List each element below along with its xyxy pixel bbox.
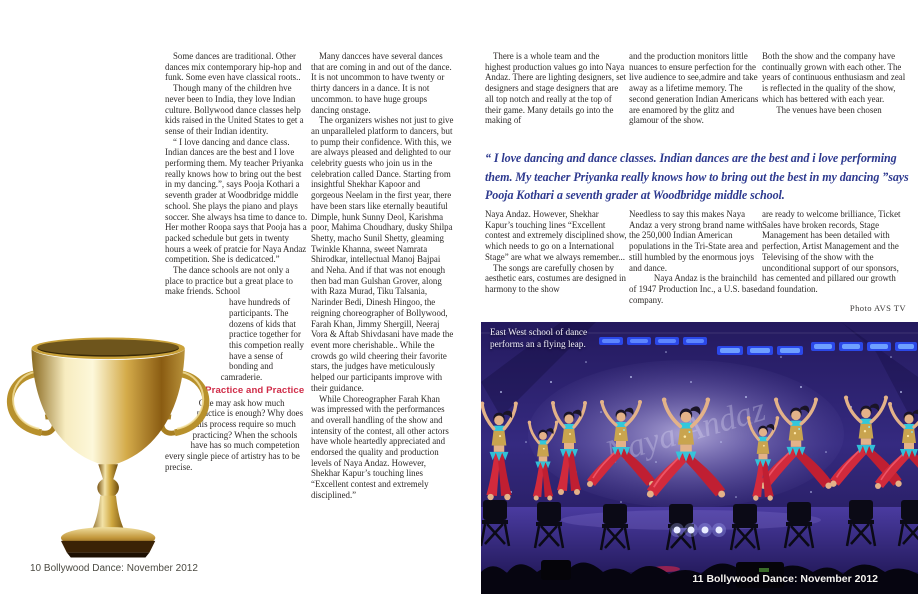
left-column-2 bbox=[311, 51, 454, 501]
pull-quote: “ I love dancing and dance classes. Indian dances are the best and i love performing them. My teacher Priyanka really knows how to bring out the best in my dancing ”says Pooja Kothari a seventh grader at Woodbridge middle school. bbox=[485, 151, 909, 203]
paragraph: The organizers wishes not just to give an unparalleled platform to dancers, but to pump their confidence. With this, we are always pleased and delighted to our celebrity guests who join us in the celebration called Dance. Starting from insightful Shekhar Kapoor and gorgeous Neelam in the first year, there have been stars like eternally beautiful Dimple, hunk Sunny Deol, Karishma poor, Mahima Choudhary, dusky Shilpa Shetty, macho Sunil Shetty, gleaming Twinkle Khanna, sweet Namrata Shirodkar, intellectual Manoj Bajpai and Neha. And if that was not enough then bad man Gulshan Grover, along with Raza Murad, Tiku Talsania, Narinder Bedi, Dinesh Hingoo, the reigning choreographer of Bollywood, Farah Khan, Jimmy Shergill, Neeraj Vora & Aftab Shivdasani have made the event more cherishable.. While the crowds go wild cheering their favorite stars, the judges have meticulously helped our participants improve with their guidance. bbox=[311, 115, 454, 393]
paragraph: Naya Andaz. However, Shekhar Kapur’s touching lines “Excellent contest and extremely disciplined show, which needs to go on a International Stage” are what we always remember... bbox=[485, 209, 627, 262]
right-column-3-top bbox=[762, 51, 906, 115]
paragraph: have hundreds of participants. The dozens of kids that practice together for this competion really have a sense of bonding and camraderie. bbox=[220, 297, 304, 383]
paragraph: Some dances are traditional. Other dances mix contemporary hip-hop and funk. Some even have classical roots.. bbox=[165, 51, 302, 83]
paragraph: Many dancces have several dances that are coming in and out of the dance. It is not uncommon to have twenty or thirty dancers in a dance. It is not uncommon. to have huge groups dancing onstage. bbox=[311, 51, 452, 115]
paragraph: One may ask how much practice is enough? Why does this process require so much practicing? When the schools have has so much competetion every single piece of artistry has to be precise. bbox=[165, 397, 304, 472]
paragraph: While Choreographer Farah Khan was impressed with the performances and overall handling of the show and intensity of the contest, all other actors have whole heartedly appreciated and endorsed the quality and production levels of Naya Andaz. However, Shekhar Kapur’s touching lines “Excellent contest and extremely disciplined.” bbox=[311, 393, 449, 500]
paragraph: Though many of the children hve never been to India, they love Indian culture. Bollywood dance classes help kids raised in the United States to get a sense of their Indian identity. bbox=[165, 83, 304, 136]
paragraph: The songs are carefully chosen by aesthetic ears, costumes are designed in harmony to the show bbox=[485, 262, 626, 294]
paragraph: and the production monitors little nuances to ensure perfection for the live audience to see,admire and take away as a lifetime memory. The second generation Indian Americans are enamored by the glitz and glamour of the show. bbox=[629, 51, 759, 126]
right-column-1-bottom bbox=[485, 209, 627, 295]
photo-caption-line1: East West school of dance bbox=[490, 328, 588, 338]
trophy-art bbox=[2, 332, 228, 564]
photo-caption bbox=[490, 327, 587, 351]
practice-heading: Practice and Practice bbox=[205, 384, 305, 396]
right-page-number: 11 Bollywood Dance: November 2012 bbox=[692, 573, 878, 585]
right-column-2-top bbox=[629, 51, 766, 126]
paragraph: Naya Andaz is the brainchild of 1947 Production Inc., a U.S. based company. bbox=[629, 273, 763, 305]
left-page-number: 10 Bollywood Dance: November 2012 bbox=[30, 563, 198, 574]
right-column-2-bottom bbox=[629, 209, 766, 305]
backdrop-watermark: Naya Andaz bbox=[601, 391, 770, 473]
right-column-1-top bbox=[485, 51, 627, 126]
paragraph: Both the show and the company have continually grown with each other. The years of continuous enthusiasm and zeal is reflected in the quality of the show, which has bettered with each year. bbox=[762, 51, 906, 104]
stage-photo-art bbox=[481, 322, 918, 594]
paragraph: The dance schools are not only a place to practice but a great place to make friends. School bbox=[165, 265, 293, 297]
paragraph: There is a whole team and the highest production values go into Naya Andaz. There are lighting designers, set designers and stage designers that are all top notch and really at the top of their game. Many details go into the making of bbox=[485, 51, 627, 126]
paragraph: The venues have been chosen bbox=[776, 104, 882, 115]
paragraph: are ready to welcome brilliance, Ticket Sales have broken records, Stage Management has been detailed with perfection, Artist Management and the Televising of the show with the unconditional support of our sponsors, has cemented and pillared our growth and foundation. bbox=[762, 209, 901, 294]
trophy-image bbox=[2, 332, 228, 564]
photo-credit: Photo AVS TV bbox=[849, 303, 906, 313]
paragraph: Needless to say this makes Naya Andaz a very strong brand name with the 250,000 Indian American populations in the Tri-State area and still humbled by the enormous joys and dance. bbox=[629, 209, 763, 273]
photo-caption-line2: performs an a flying leap. bbox=[490, 340, 586, 350]
paragraph: “ I love dancing and dance class. Indian dances are the best and I love performing them. My teacher Priyanka really knows how to bring out the best in my dancing.”, says Pooja Kothari a seventh grader at Woodbridge middle school. She plays the piano and plays soccer. She always hsa time to dance to. Her mother Roopa says that Pooja has a packed schedule but gets in twenty hours a week of pratcie for Naya Andaz competition. She is dedicatced.” bbox=[165, 136, 308, 265]
right-column-3-bottom bbox=[762, 209, 906, 295]
stage-photo bbox=[481, 322, 918, 594]
